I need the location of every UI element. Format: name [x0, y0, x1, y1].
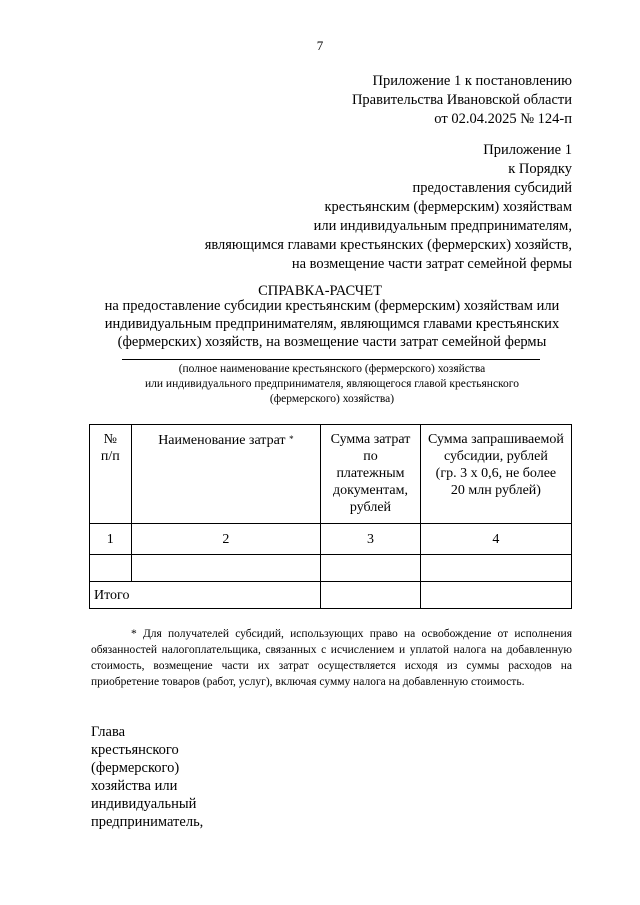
subtitle-line: на предоставление субсидии крестьянским (фермерским) хозяйствам или	[104, 298, 560, 314]
signer-line: хозяйства или	[91, 778, 178, 794]
annex-line: Правительства Ивановской области	[351, 92, 572, 108]
name-field-caption	[100, 362, 564, 407]
annex-line: или индивидуальным предпринимателям,	[313, 218, 572, 234]
total-row	[90, 582, 572, 609]
header-requested-subsidy: Сумма запрашиваемой субсидии, рублей (гр. 3 х 0,6, не более 20 млн рублей)	[420, 425, 571, 524]
footnote-text: * Для получателей субсидий, использующих право на освобождение от исполнения обязанностей налогоплательщика, связанных с исчислением и уплатой налога на добавленную стоимость, возмещение части их затрат осуществляется исходя из суммы расходов на приобретение товаров (работ, услуг), включая сумму налога на добавленную стоимость.	[91, 628, 572, 688]
page-number: 7	[316, 38, 324, 53]
table-cell	[321, 555, 421, 582]
header-expense-sum: Сумма затрат по платежным документам, рублей	[321, 425, 421, 524]
subtitle-line: индивидуальным предпринимателям, являющимся главами крестьянских	[104, 316, 560, 332]
caption-line: (фермерского) хозяйства)	[269, 393, 395, 405]
annex-to-resolution	[352, 72, 572, 129]
subtitle-line: (фермерских) хозяйств, на возмещение части затрат семейной фермы	[117, 334, 547, 350]
annex-line: к Порядку	[508, 161, 572, 177]
annex-line: Приложение 1 к постановлению	[372, 73, 572, 89]
caption-line: (полное наименование крестьянского (фермерского) хозяйства	[178, 363, 486, 375]
total-expense-cell	[321, 582, 421, 609]
column-number: 1	[90, 524, 132, 555]
calculation-table	[89, 424, 572, 609]
annex-line: предоставления субсидий	[412, 180, 572, 196]
footnote	[91, 626, 572, 690]
signer-line: (фермерского)	[91, 760, 180, 776]
caption-line: или индивидуального предпринимателя, являющегося главой крестьянского	[145, 378, 519, 390]
signer-block	[91, 723, 203, 831]
column-number-row	[90, 524, 572, 555]
total-subsidy-cell	[420, 582, 571, 609]
table-cell	[131, 555, 321, 582]
header-number: № п/п	[90, 425, 132, 524]
annex-line: крестьянским (фермерским) хозяйствам	[324, 199, 572, 215]
column-number: 4	[420, 524, 571, 555]
signer-line: индивидуальный	[91, 796, 197, 812]
total-label: Итого	[90, 582, 321, 609]
annex-line: на возмещение части затрат семейной фермы	[291, 256, 572, 272]
document-subtitle	[86, 297, 578, 351]
annex-to-procedure	[205, 141, 572, 274]
table-row	[90, 555, 572, 582]
table-cell	[420, 555, 571, 582]
table-cell	[90, 555, 132, 582]
column-number: 2	[131, 524, 321, 555]
column-number: 3	[321, 524, 421, 555]
signer-line: предприниматель,	[91, 814, 204, 830]
footnote-mark: *	[289, 434, 294, 444]
signer-line: Глава	[91, 724, 126, 740]
signer-line: крестьянского	[91, 742, 179, 758]
annex-line: являющимся главами крестьянских (фермерских) хозяйств,	[204, 237, 572, 253]
annex-line: Приложение 1	[483, 142, 572, 158]
name-fill-line	[122, 359, 540, 360]
table-header-row	[90, 425, 572, 524]
document-title: СПРАВКА-РАСЧЕТ	[258, 283, 382, 299]
annex-line: от 02.04.2025 № 124-п	[434, 111, 572, 127]
header-expense-name: Наименование затрат *	[131, 425, 321, 524]
